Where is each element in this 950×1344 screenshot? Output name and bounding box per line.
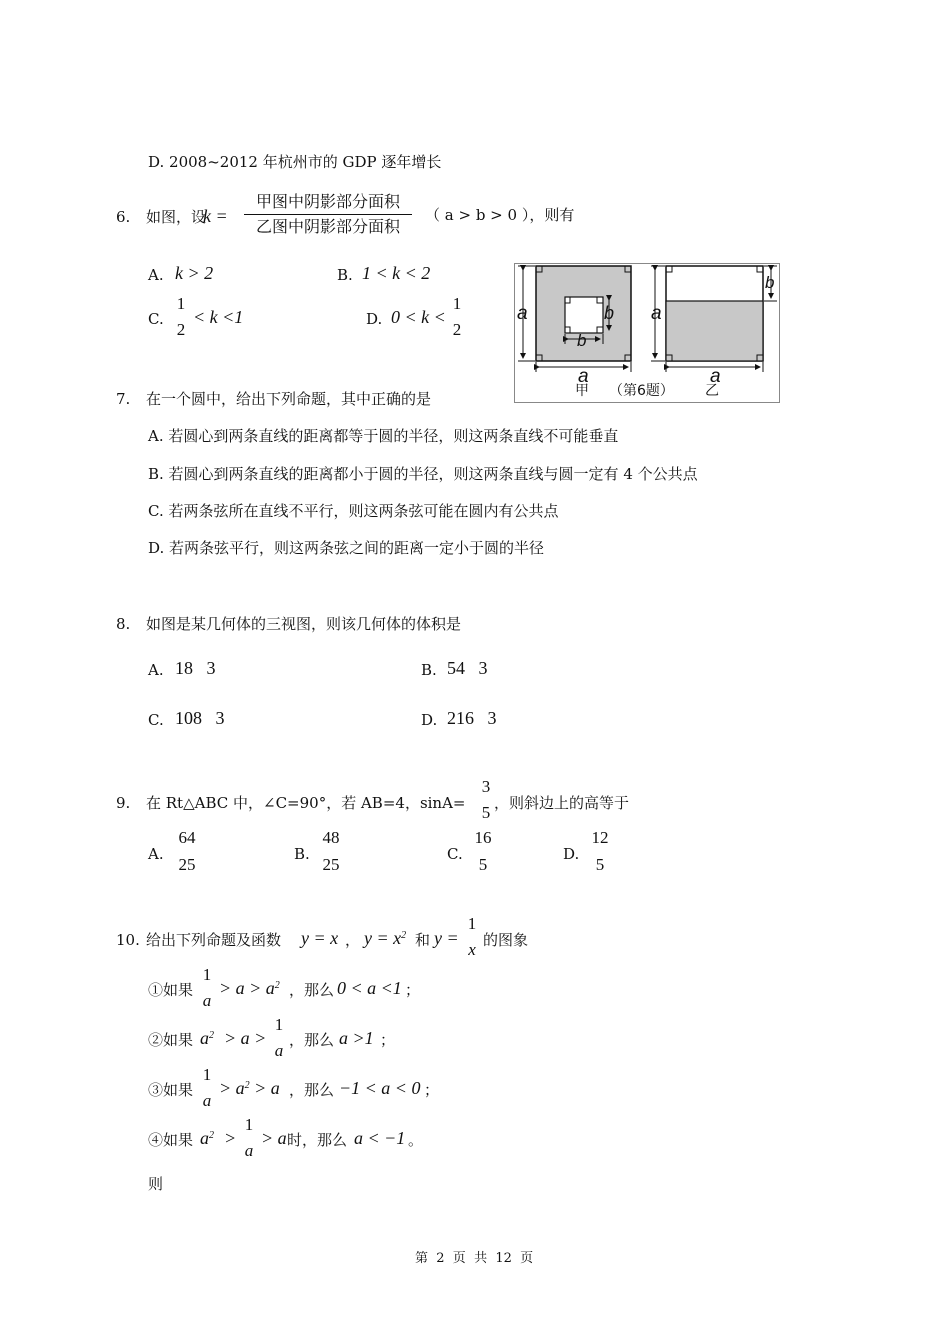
q10-func-2-exp: 2 <box>401 930 407 941</box>
q10-item4-fraction <box>242 1116 256 1159</box>
q10-item3-post: ，那么 <box>289 1081 335 1099</box>
q9-sin-num: 3 <box>481 777 491 796</box>
q10-item3-den: a <box>202 1091 212 1110</box>
q9-number: 9. <box>116 794 131 812</box>
q5-option-d: D. 2008~2012 年杭州市的 GDP 逐年增长 <box>148 153 442 171</box>
q8-a-label: A. <box>148 661 164 679</box>
q6-c-fraction <box>174 295 188 338</box>
q10-func-3-fraction <box>465 915 479 958</box>
q10-item1-num: 1 <box>202 965 212 984</box>
q8-stem: 如图是某几何体的三视图，则该几何体的体积是 <box>146 615 462 633</box>
q10-then: 则 <box>148 1175 164 1193</box>
q6-b-label: B. <box>337 266 353 284</box>
q10-item2-a <box>200 1029 214 1047</box>
q10-item2-exp: 2 <box>209 1030 214 1041</box>
q10-item4-mid2: > a <box>261 1128 287 1148</box>
q10-item1-den: a <box>202 991 212 1010</box>
q10-item4-exp: 2 <box>209 1130 214 1141</box>
q10-item1-result: 0 < a <1 <box>337 978 402 998</box>
q10-item3-num: 1 <box>202 1065 212 1084</box>
q6-a-label: A. <box>148 266 164 284</box>
q10-item2-a-base: a <box>200 1028 209 1048</box>
q7-option-b: B. 若圆心到两条直线的距离都小于圆的半径，则这两条直线与圆一定有 4 个公共点 <box>148 465 698 483</box>
q9-stem-b: ，则斜边上的高等于 <box>494 794 630 812</box>
q6-fig-caption-left: 甲 <box>575 383 589 399</box>
q8-d-label: D. <box>421 711 438 729</box>
q6-fig-caption-center: （第6题） <box>609 383 674 399</box>
q10-stem-b: 的图象 <box>483 931 529 949</box>
q6-d-label: D. <box>366 310 383 328</box>
q6-frac-top: 甲图中阴影部分面积 <box>244 194 412 215</box>
q10-item3-mid <box>219 1079 280 1097</box>
q6-fig-caption-right: 乙 <box>705 383 719 399</box>
q10-stem-a: 给出下列命题及函数 <box>146 931 282 949</box>
q10-item4-pre: ④如果 <box>148 1131 194 1149</box>
q10-item2-mid: > a > <box>224 1028 267 1048</box>
q10-item4-num: 1 <box>244 1115 254 1134</box>
q9-c-num: 16 <box>474 828 492 847</box>
q10-func-3-num: 1 <box>467 914 477 933</box>
q9-d-label: D. <box>563 845 580 863</box>
q10-item3-end: ； <box>424 1081 440 1099</box>
q10-func-3: y = <box>434 928 459 948</box>
page-footer: 第 2 页 共 12 页 <box>415 1251 534 1266</box>
q6-d-den: 2 <box>452 320 462 339</box>
q10-item2-post: ，那么 <box>289 1031 335 1049</box>
q6-fig-a-bottom2: a <box>710 366 721 387</box>
q10-item4-a-base: a <box>200 1128 209 1148</box>
q10-item2-den: a <box>274 1041 284 1060</box>
q9-d-den: 5 <box>595 855 605 874</box>
q10-func-2-base: y = x <box>364 928 402 948</box>
q6-fraction <box>244 194 412 235</box>
q9-sin-fraction <box>479 778 493 821</box>
q10-item4-end: 。 <box>408 1131 424 1149</box>
q10-item1-exp: 2 <box>274 980 280 991</box>
q6-fig-b-right2: b <box>765 273 775 292</box>
q10-item3-exp: 2 <box>244 1080 250 1091</box>
q6-figure-svg <box>515 264 779 402</box>
q10-item1-post: ，那么 <box>289 981 335 999</box>
q7-option-a: A. 若圆心到两条直线的距离都等于圆的半径，则这两条直线不可能垂直 <box>148 427 619 445</box>
q10-item2-fraction <box>272 1016 286 1059</box>
q8-a-value: 18 3 <box>175 658 216 678</box>
q6-b-expr: 1 < k < 2 <box>362 263 431 283</box>
q10-func-3-den: x <box>468 940 476 959</box>
q6-k: k = <box>203 206 228 226</box>
q10-item3-mid2: > a <box>254 1078 280 1098</box>
q7-option-d: D. 若两条弦平行，则这两条弦之间的距离一定小于圆的半径 <box>148 539 545 557</box>
q6-c-den: 2 <box>176 320 186 339</box>
q10-item2-pre: ②如果 <box>148 1031 194 1049</box>
q9-b-fraction <box>318 829 344 873</box>
q10-item3-result: −1 < a < 0 <box>339 1078 421 1098</box>
q9-stem-a: 在 Rt△ABC 中，∠C=90°，若 AB=4，sinA= <box>146 794 466 812</box>
q10-item1-pre: ①如果 <box>148 981 194 999</box>
q10-item2-result: a >1 <box>339 1028 374 1048</box>
q10-item4-a <box>200 1129 214 1147</box>
q6-c-num: 1 <box>176 294 186 313</box>
q6-lead: 如图，设 <box>146 208 207 226</box>
q6-fig-b-bottom: b <box>577 331 587 350</box>
q10-item4-mid: > <box>224 1128 237 1148</box>
q10-item3-pre: ③如果 <box>148 1081 194 1099</box>
q10-item2-num: 1 <box>274 1015 284 1034</box>
q9-sin-den: 5 <box>481 803 491 822</box>
q10-item3-mid-text: > a <box>219 1078 245 1098</box>
q10-item3-fraction <box>200 1066 214 1109</box>
q6-fig-a-bottom: a <box>578 366 589 387</box>
q7-option-c: C. 若两条弦所在直线不平行，则这两条弦可能在圆内有公共点 <box>148 502 559 520</box>
q10-item4-den: a <box>244 1141 254 1160</box>
q10-item4-result: a < −1 <box>354 1128 406 1148</box>
q7-number: 7. <box>116 390 131 408</box>
q6-c-rest: < k <1 <box>193 307 244 327</box>
q9-d-fraction <box>587 829 613 873</box>
q8-c-label: C. <box>148 711 164 729</box>
q10-item1-mid <box>219 979 280 997</box>
q6-number: 6. <box>116 208 131 226</box>
q6-condition: （ a > b > 0 ），则有 <box>425 206 575 224</box>
q8-b-label: B. <box>421 661 437 679</box>
q9-a-fraction <box>174 829 200 873</box>
q9-a-num: 64 <box>178 828 196 847</box>
q7-stem: 在一个圆中，给出下列命题，其中正确的是 <box>146 390 432 408</box>
q10-item4-post: 时，那么 <box>287 1131 348 1149</box>
q8-number: 8. <box>116 615 131 633</box>
q8-d-value: 216 3 <box>447 708 497 728</box>
q9-b-num: 48 <box>322 828 340 847</box>
q9-b-den: 25 <box>322 855 340 874</box>
q6-a-expr: k > 2 <box>175 263 214 283</box>
q6-fig-a-left2: a <box>651 303 662 324</box>
q10-func-2 <box>364 929 406 947</box>
q6-frac-bot: 乙图中阴影部分面积 <box>255 217 400 236</box>
q9-b-label: B. <box>294 845 310 863</box>
q10-item1-mid-text: > a > a <box>219 978 275 998</box>
q9-c-fraction <box>470 829 496 873</box>
q6-fig-b-right: b <box>604 303 615 323</box>
q6-d-pre: 0 < k < <box>391 307 446 327</box>
q6-figure <box>514 263 780 403</box>
q8-c-value: 108 3 <box>175 708 225 728</box>
q6-c-label: C. <box>148 310 164 328</box>
q9-c-den: 5 <box>478 855 488 874</box>
q6-fig-a-left: a <box>517 303 528 324</box>
q10-sep-1: ， <box>345 931 361 949</box>
q10-func-1: y = x <box>301 928 339 948</box>
q10-item2-end: ； <box>380 1031 396 1049</box>
q10-and: 和 <box>415 931 431 949</box>
q9-a-den: 25 <box>178 855 196 874</box>
q6-d-fraction <box>450 295 464 338</box>
q9-d-num: 12 <box>591 828 609 847</box>
q9-c-label: C. <box>447 845 463 863</box>
q10-number: 10. <box>116 931 140 949</box>
q9-a-label: A. <box>148 845 164 863</box>
q10-item1-fraction <box>200 966 214 1009</box>
q8-b-value: 54 3 <box>447 658 488 678</box>
q6-d-num: 1 <box>452 294 462 313</box>
q10-item1-end: ； <box>405 981 421 999</box>
